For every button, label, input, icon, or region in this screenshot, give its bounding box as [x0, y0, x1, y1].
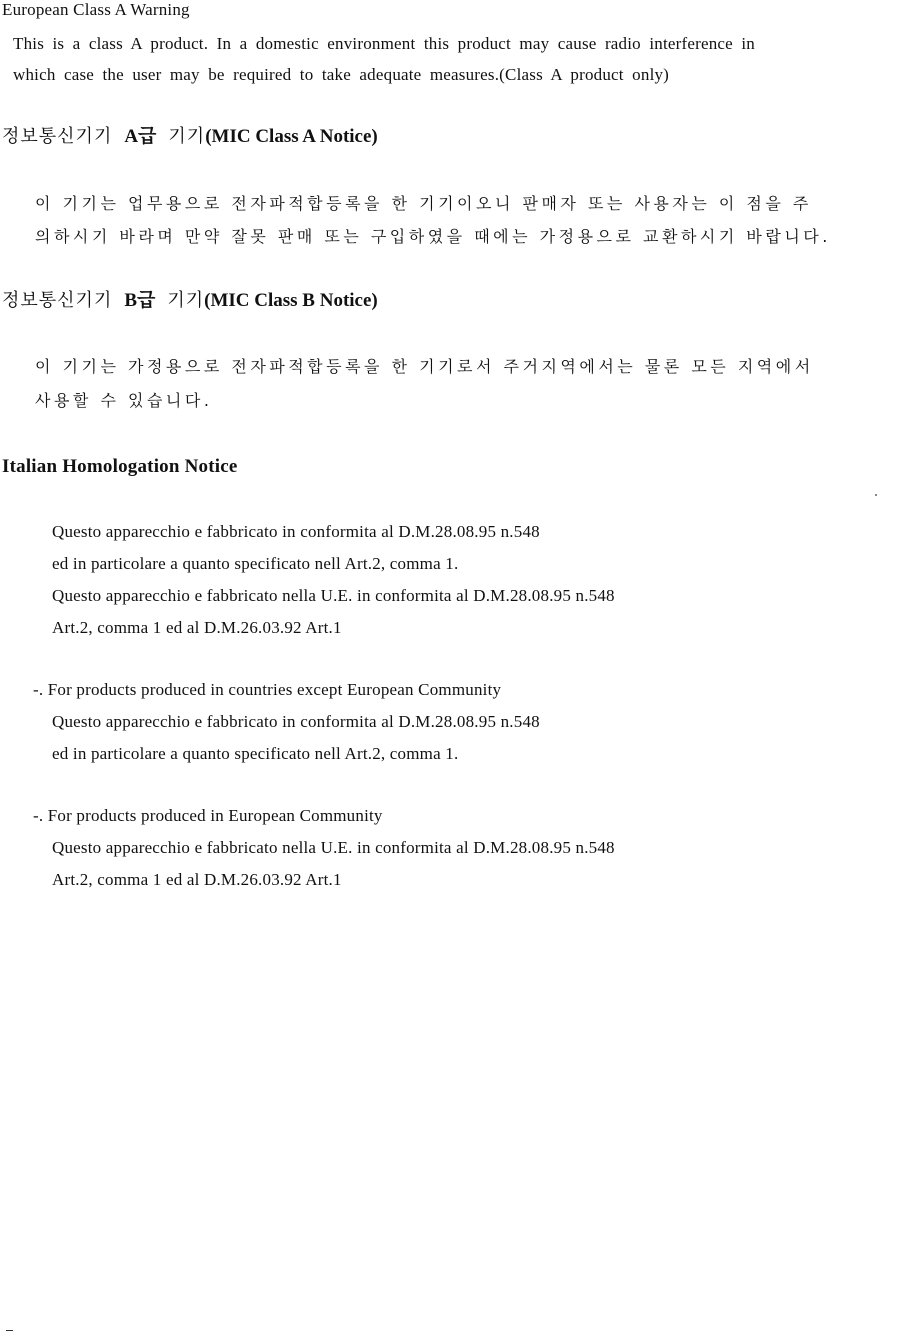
mic-a-heading-korean-2: 기기: [168, 126, 206, 147]
italian-block2-line-1: Questo apparecchio e fabbricato in conformita al D.M.28.08.95 n.548: [52, 712, 540, 731]
italian-block3-heading: -. For products produced in European Community: [33, 806, 383, 825]
mic-b-heading-english: (MIC Class B Notice): [204, 290, 378, 311]
mic-a-heading-korean: 정보통신기기: [2, 126, 113, 147]
mic-a-heading-english: (MIC Class A Notice): [205, 126, 378, 147]
mic-b-heading-korean: 정보통신기기: [2, 290, 113, 311]
italian-block1-line-4: Art.2, comma 1 ed al D.M.26.03.92 Art.1: [52, 618, 342, 637]
scan-mark: [6, 1330, 13, 1331]
italian-block3-line-2: Art.2, comma 1 ed al D.M.26.03.92 Art.1: [52, 870, 342, 889]
italian-block2-line-2: ed in particolare a quanto specificato nell Art.2, comma 1.: [52, 744, 459, 763]
mic-b-heading-korean-2: 기기: [167, 290, 205, 311]
mic-b-text-line-1: 이 기기는 가정용으로 전자파적합등록을 한 기기로서 주거지역에서는 물론 모든 지역에서: [35, 357, 814, 376]
mic-a-text-line-1: 이 기기는 업무용으로 전자파적합등록을 한 기기이오니 판매자 또는 사용자는 이 점을 주: [35, 194, 812, 213]
italian-block1-line-1: Questo apparecchio e fabbricato in conformita al D.M.28.08.95 n.548: [52, 522, 540, 541]
italian-notice-title: Italian Homologation Notice: [2, 456, 238, 477]
scan-speck: [875, 494, 877, 496]
mic-b-text-line-2: 사용할 수 있습니다.: [35, 391, 213, 410]
mic-a-heading-grade: A급: [124, 126, 157, 147]
mic-class-a-heading: [2, 127, 378, 146]
european-warning-line-1: This is a class A product. In a domestic environment this product may cause radio interference in: [13, 34, 755, 53]
italian-block3-line-1: Questo apparecchio e fabbricato nella U.E. in conformita al D.M.28.08.95 n.548: [52, 838, 615, 857]
european-warning-line-2: which case the user may be required to take adequate measures.(Class A product only): [13, 65, 670, 84]
mic-a-text-line-2: 의하시기 바라며 만약 잘못 판매 또는 구입하였을 때에는 가정용으로 교환하시기 바랍니다.: [35, 227, 831, 246]
mic-b-heading-grade: B급: [124, 290, 156, 311]
mic-class-b-heading: [2, 291, 378, 310]
italian-block1-line-3: Questo apparecchio e fabbricato nella U.E. in conformita al D.M.28.08.95 n.548: [52, 586, 615, 605]
italian-block2-heading: -. For products produced in countries except European Community: [33, 680, 502, 699]
italian-block1-line-2: ed in particolare a quanto specificato nell Art.2, comma 1.: [52, 554, 459, 573]
european-warning-title: European Class A Warning: [2, 0, 190, 19]
